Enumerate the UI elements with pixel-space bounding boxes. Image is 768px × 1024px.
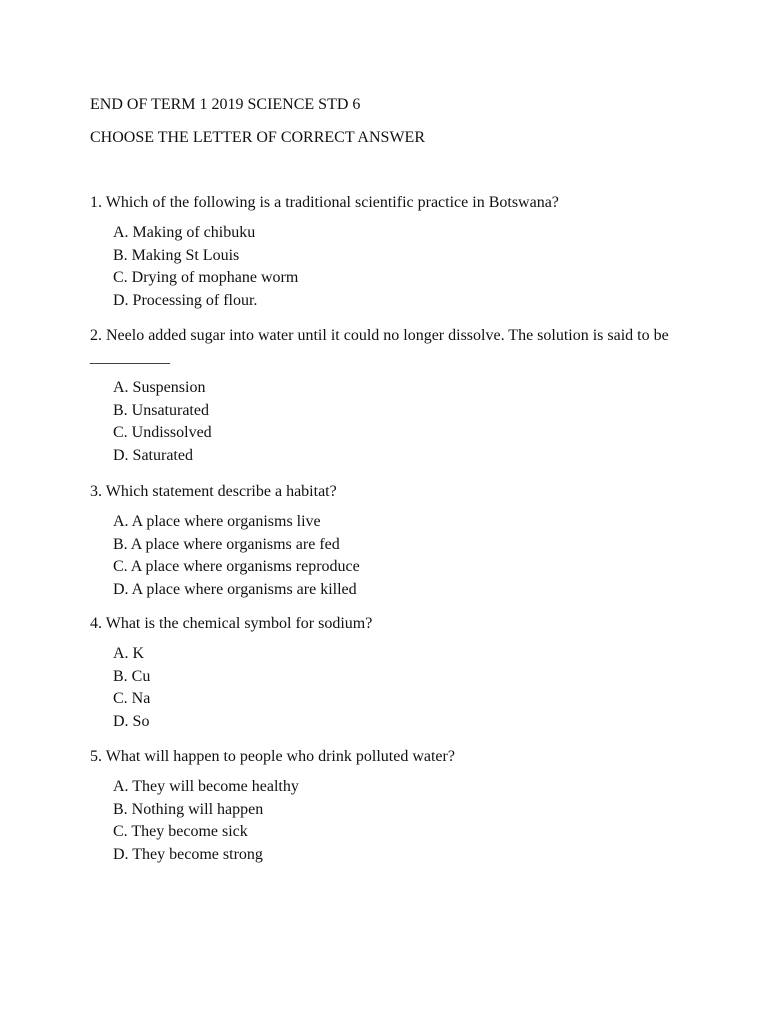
exam-instruction: CHOOSE THE LETTER OF CORRECT ANSWER (90, 129, 425, 146)
option-b: B. Making St Louis (113, 246, 240, 264)
option-d: D. A place where organisms are killed (113, 581, 357, 599)
option-list (90, 776, 690, 867)
option-b: B. Nothing will happen (113, 800, 264, 818)
option-a: A. A place where organisms live (113, 513, 321, 530)
question-text: 1. Which of the following is a traditional scientific practice in Botswana? (90, 194, 559, 211)
option-c: C. Undissolved (113, 424, 212, 442)
question-1 (90, 192, 690, 313)
option-a: A. They will become healthy (113, 778, 299, 795)
option-c: C. They become sick (113, 823, 248, 841)
question-text: 3. Which statement describe a habitat? (90, 483, 337, 500)
question-text: 5. What will happen to people who drink polluted water? (90, 748, 455, 765)
question-4 (90, 613, 690, 734)
option-list (90, 377, 690, 468)
option-c: C. Na (113, 690, 151, 708)
question-3 (90, 481, 690, 602)
question-text: 4. What is the chemical symbol for sodium? (90, 615, 373, 632)
option-b: B. Cu (113, 667, 151, 685)
question-text: 2. Neelo added sugar into water until it could no longer dissolve. The solution is said to be __________ (90, 327, 669, 366)
option-b: B. A place where organisms are fed (113, 535, 340, 553)
option-d: D. Saturated (113, 447, 193, 465)
exam-title: END OF TERM 1 2019 SCIENCE STD 6 (90, 96, 361, 113)
option-d: D. So (113, 713, 150, 731)
option-c: C. Drying of mophane worm (113, 269, 299, 287)
option-a: A. K (113, 645, 145, 662)
option-list (90, 511, 690, 602)
option-d: D. They become strong (113, 846, 263, 864)
option-list (90, 222, 690, 313)
option-c: C. A place where organisms reproduce (113, 558, 360, 576)
option-d: D. Processing of flour. (113, 292, 258, 310)
option-a: A. Making of chibuku (113, 224, 256, 241)
option-a: A. Suspension (113, 379, 206, 396)
option-b: B. Unsaturated (113, 401, 209, 419)
option-list (90, 643, 690, 734)
question-2 (90, 325, 690, 468)
question-5 (90, 746, 690, 867)
